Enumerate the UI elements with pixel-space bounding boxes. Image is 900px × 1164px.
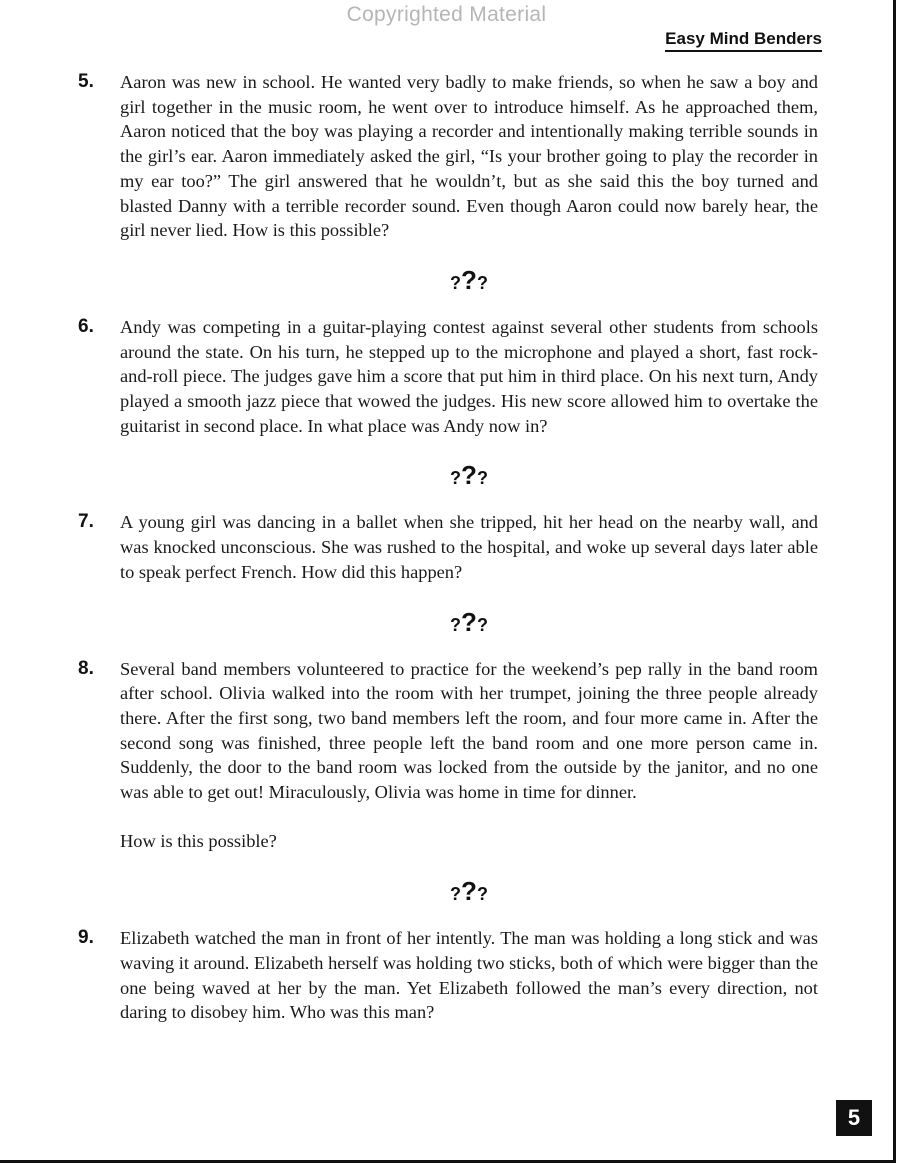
- problem-number: 7.: [78, 511, 94, 533]
- problem-paragraph: Aaron was new in school. He wanted very badly to make friends, so when he saw a boy and girl together in the music room, he went over to introduce himself. As he approached them, Aaron noticed that the boy was playing a recorder and intentionally making terrible sounds in the girl’s ear. Aaron immediately asked the girl, “Is your brother going to play the recorder in my ear too?” The girl answered that he wouldn’t, but as she said this the boy turned and blasted Danny with a terrible recorder sound. Even though Aaron could now barely hear, the girl never lied. How is this possible?: [120, 72, 818, 241]
- copyright-watermark: Copyrighted Material: [346, 3, 547, 26]
- question-marks-divider: [78, 585, 818, 657]
- problem-text: [120, 70, 818, 243]
- problem-number: 8.: [78, 657, 94, 679]
- page-content: [78, 70, 818, 1025]
- problem-text: [120, 657, 818, 855]
- question-mark-small: ?: [450, 468, 462, 489]
- question-mark-big: ?: [461, 606, 477, 637]
- question-mark-big: ?: [461, 264, 477, 295]
- problem-6: [78, 315, 818, 439]
- page-number-badge: 5: [836, 1100, 872, 1136]
- question-mark-big: ?: [461, 460, 477, 491]
- problem-paragraph: How is this possible?: [120, 831, 277, 852]
- problem-paragraph: Several band members volunteered to practice for the weekend’s pep rally in the band room after school. Olivia walked into the room with her trumpet, joining the three people already there. After the first song, two band members left the room, and four more came in. After the second song was finished, three people left the band room and one more person came in. Suddenly, the door to the band room was locked from the outside by the janitor, and no one was able to get out! Miraculously, Olivia was home in time for dinner.: [120, 658, 818, 803]
- problem-number: 9.: [78, 927, 94, 949]
- question-mark-small: ?: [450, 614, 462, 635]
- problem-7: [78, 510, 818, 584]
- problem-paragraph: Elizabeth watched the man in front of her intently. The man was holding a long stick and was waving it around. Elizabeth herself was holding two sticks, both of which were bigger than the one being waved at her by the man. Yet Elizabeth followed the man’s every direction, not daring to disobey him. Who was this man?: [120, 928, 818, 1023]
- question-marks-divider: [78, 243, 818, 315]
- problem-number: 5.: [78, 71, 94, 92]
- question-marks-divider: [78, 854, 818, 926]
- question-mark-small: ?: [476, 272, 488, 293]
- question-mark-big: ?: [461, 876, 477, 907]
- question-mark-small: ?: [476, 884, 488, 905]
- problem-8: [78, 657, 818, 855]
- problem-text: [120, 510, 818, 584]
- question-mark-small: ?: [450, 272, 462, 293]
- question-mark-small: ?: [476, 468, 488, 489]
- problem-text: [120, 315, 818, 439]
- running-header: Easy Mind Benders: [665, 29, 822, 52]
- problem-paragraph: Andy was competing in a guitar-playing contest against several other students from schools around the state. On his turn, he stepped up to the microphone and played a short, fast rock-and-roll piece. The judges gave him a score that put him in third place. On his next turn, Andy played a smooth jazz piece that wowed the judges. His new score allowed him to overtake the guitarist in second place. In what place was Andy now in?: [120, 316, 818, 436]
- problem-number: 6.: [78, 315, 94, 337]
- problem-5: [78, 70, 818, 243]
- question-mark-small: ?: [476, 614, 488, 635]
- problem-text: [120, 926, 818, 1025]
- problem-paragraph: A young girl was dancing in a ballet when she tripped, hit her head on the nearby wall, and was knocked unconscious. She was rushed to the hospital, and woke up several days later able to speak perfect French. How did this happen?: [120, 512, 818, 582]
- question-marks-divider: [78, 438, 818, 510]
- problem-9: [78, 926, 818, 1025]
- question-mark-small: ?: [450, 884, 462, 905]
